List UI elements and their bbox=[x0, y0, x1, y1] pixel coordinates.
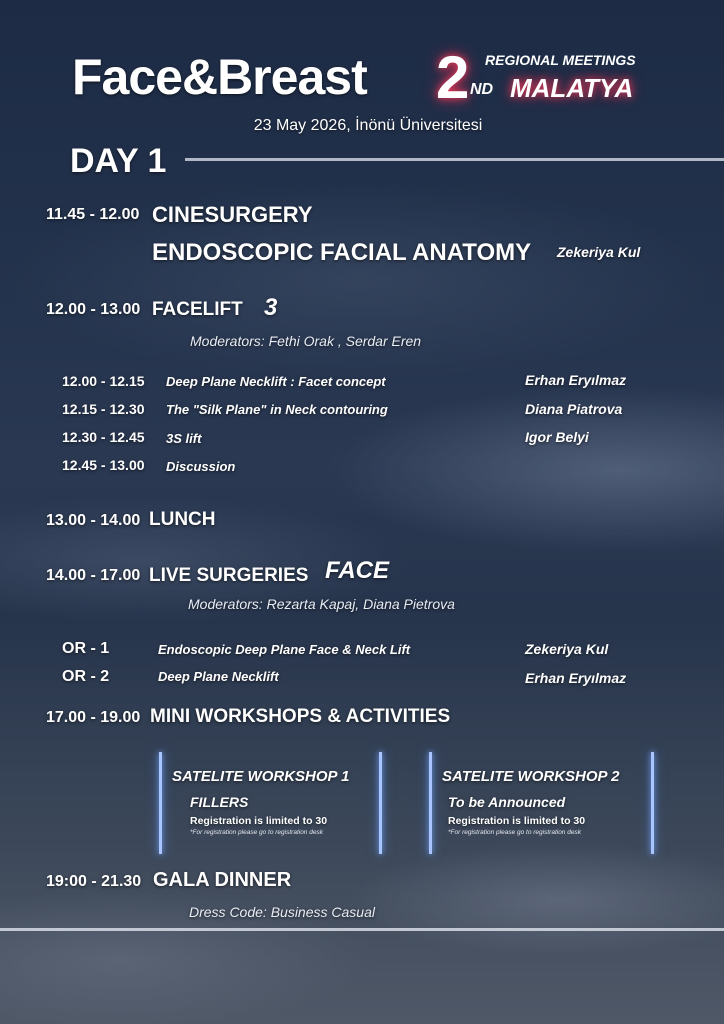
workshop-title: SATELITE WORKSHOP 1 bbox=[172, 768, 350, 785]
regional-meetings-label: REGIONAL MEETINGS bbox=[485, 52, 636, 68]
day-divider bbox=[185, 158, 724, 161]
live-surgeries-time: 14.00 - 17.00 bbox=[46, 567, 141, 584]
workshop-note: *For registration please go to registration desk bbox=[448, 829, 581, 836]
facelift-moderators: Moderators: Fethi Orak , Serdar Eren bbox=[190, 333, 422, 349]
workshop-subject: FILLERS bbox=[190, 794, 249, 810]
edition-number: 2 bbox=[436, 44, 470, 111]
live-surgeries-title: LIVE SURGERIES bbox=[149, 565, 309, 586]
facelift-time: 12.00 - 13.00 bbox=[46, 301, 141, 318]
bottom-divider bbox=[0, 928, 724, 931]
city-name: MALATYA bbox=[510, 73, 634, 103]
talk-time: 12.00 - 12.15 bbox=[62, 373, 145, 389]
talk-title: Discussion bbox=[166, 459, 236, 474]
or-surgeon: Erhan Eryılmaz bbox=[525, 670, 627, 686]
workshops-title: MINI WORKSHOPS & ACTIVITIES bbox=[150, 706, 451, 727]
live-surgeries-moderators: Moderators: Rezarta Kapaj, Diana Pietrova bbox=[188, 596, 455, 612]
live-surgeries-tag: FACE bbox=[325, 557, 390, 584]
talk-speaker: Diana Piatrova bbox=[525, 401, 623, 417]
or-label: OR - 2 bbox=[62, 668, 110, 685]
cinesurgery-speaker: Zekeriya Kul bbox=[557, 244, 641, 260]
workshops-time: 17.00 - 19.00 bbox=[46, 709, 141, 726]
workshop-limit: Registration is limited to 30 bbox=[190, 815, 328, 827]
lunch-time: 13.00 - 14.00 bbox=[46, 512, 141, 529]
cinesurgery-time: 11.45 - 12.00 bbox=[46, 206, 140, 223]
workshop-subject: To be Announced bbox=[448, 794, 566, 810]
talk-time: 12.15 - 12.30 bbox=[62, 401, 145, 417]
workshop-limit: Registration is limited to 30 bbox=[448, 815, 586, 827]
event-date: 23 May 2026, İnönü Üniversitesi bbox=[253, 117, 483, 134]
or-label: OR - 1 bbox=[62, 640, 110, 657]
cinesurgery-subtitle: ENDOSCOPIC FACIAL ANATOMY bbox=[152, 239, 532, 266]
edition-suffix: ND bbox=[470, 81, 494, 98]
talk-title: 3S lift bbox=[166, 431, 202, 446]
workshop-card-2 bbox=[432, 752, 654, 854]
or-procedure: Endoscopic Deep Plane Face & Neck Lift bbox=[158, 642, 411, 657]
facelift-number: 3 bbox=[264, 294, 278, 321]
workshop-note: *For registration please go to registration desk bbox=[190, 829, 323, 836]
day-heading: DAY 1 bbox=[70, 142, 167, 180]
cinesurgery-title: CINESURGERY bbox=[152, 202, 313, 227]
workshop-card-1 bbox=[162, 752, 384, 854]
event-logo-text: Face&Breast bbox=[72, 49, 367, 105]
talk-title: Deep Plane Necklift : Facet concept bbox=[166, 374, 386, 389]
talk-time: 12.30 - 12.45 bbox=[62, 429, 145, 445]
workshop-title: SATELITE WORKSHOP 2 bbox=[442, 768, 620, 785]
or-procedure: Deep Plane Necklift bbox=[158, 669, 279, 684]
talk-speaker: Erhan Eryılmaz bbox=[525, 372, 627, 388]
facelift-title: FACELIFT bbox=[152, 299, 243, 320]
talk-title: The "Silk Plane" in Neck contouring bbox=[166, 402, 388, 417]
gala-title: GALA DINNER bbox=[153, 869, 292, 891]
talk-time: 12.45 - 13.00 bbox=[62, 457, 145, 473]
talk-speaker: Igor Belyi bbox=[525, 429, 589, 445]
or-surgeon: Zekeriya Kul bbox=[525, 641, 609, 657]
gala-time: 19:00 - 21.30 bbox=[46, 873, 142, 890]
lunch-title: LUNCH bbox=[149, 509, 216, 530]
gala-dress-code: Dress Code: Business Casual bbox=[189, 904, 375, 920]
